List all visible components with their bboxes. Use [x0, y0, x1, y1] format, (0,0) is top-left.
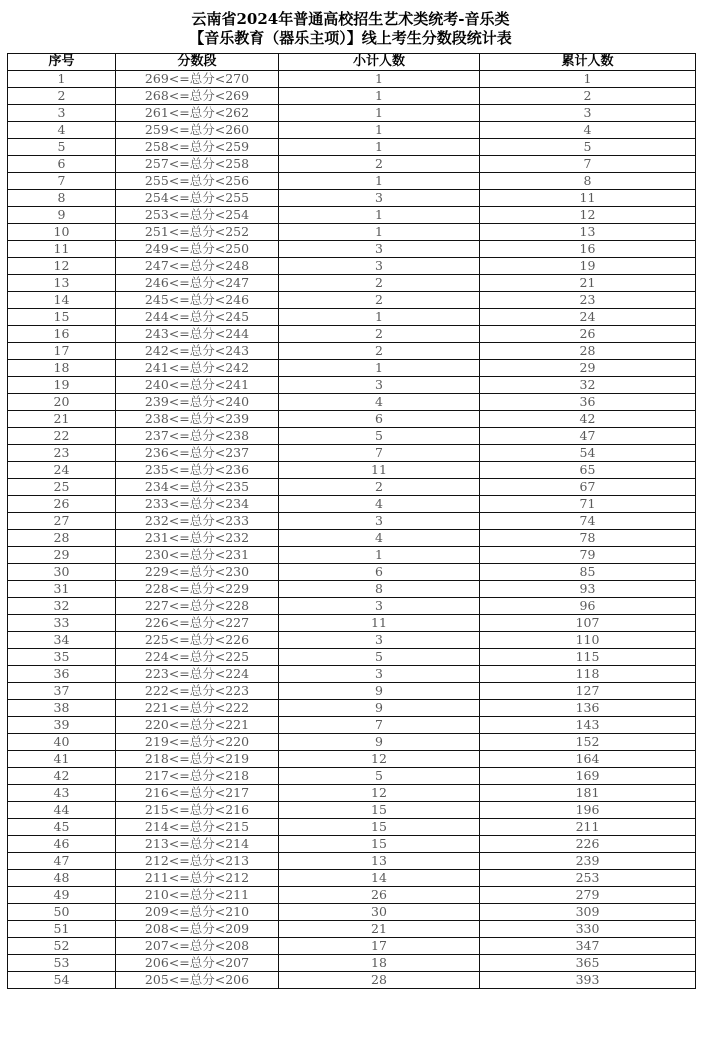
- cell-subtotal-count: 1: [279, 360, 480, 377]
- header-cumulative-count: 累计人数: [480, 54, 696, 71]
- cell-cumulative-count: 21: [480, 275, 696, 292]
- cell-subtotal-count: 12: [279, 751, 480, 768]
- cell-serial-number: 31: [8, 581, 116, 598]
- cell-score-range: 268<=总分<269: [116, 88, 279, 105]
- cell-cumulative-count: 11: [480, 190, 696, 207]
- table-row: [8, 71, 696, 88]
- cell-serial-number: 51: [8, 921, 116, 938]
- cell-score-range: 241<=总分<242: [116, 360, 279, 377]
- cell-serial-number: 27: [8, 513, 116, 530]
- cell-cumulative-count: 5: [480, 139, 696, 156]
- cell-cumulative-count: 253: [480, 870, 696, 887]
- cell-score-range: 269<=总分<270: [116, 71, 279, 88]
- cell-cumulative-count: 239: [480, 853, 696, 870]
- cell-score-range: 225<=总分<226: [116, 632, 279, 649]
- cell-cumulative-count: 36: [480, 394, 696, 411]
- cell-serial-number: 11: [8, 241, 116, 258]
- cell-serial-number: 13: [8, 275, 116, 292]
- cell-subtotal-count: 30: [279, 904, 480, 921]
- cell-subtotal-count: 1: [279, 122, 480, 139]
- cell-cumulative-count: 8: [480, 173, 696, 190]
- table-row: [8, 105, 696, 122]
- cell-score-range: 255<=总分<256: [116, 173, 279, 190]
- cell-subtotal-count: 17: [279, 938, 480, 955]
- cell-serial-number: 40: [8, 734, 116, 751]
- table-row: [8, 377, 696, 394]
- cell-subtotal-count: 28: [279, 972, 480, 989]
- cell-score-range: 213<=总分<214: [116, 836, 279, 853]
- table-row: [8, 717, 696, 734]
- cell-serial-number: 29: [8, 547, 116, 564]
- table-row: [8, 598, 696, 615]
- cell-subtotal-count: 1: [279, 71, 480, 88]
- cell-score-range: 220<=总分<221: [116, 717, 279, 734]
- cell-cumulative-count: 107: [480, 615, 696, 632]
- cell-score-range: 257<=总分<258: [116, 156, 279, 173]
- table-row: [8, 547, 696, 564]
- cell-subtotal-count: 6: [279, 564, 480, 581]
- cell-score-range: 261<=总分<262: [116, 105, 279, 122]
- cell-subtotal-count: 7: [279, 717, 480, 734]
- table-row: [8, 785, 696, 802]
- cell-serial-number: 12: [8, 258, 116, 275]
- table-row: [8, 836, 696, 853]
- table-body: [8, 71, 696, 989]
- cell-score-range: 231<=总分<232: [116, 530, 279, 547]
- table-row: [8, 513, 696, 530]
- cell-serial-number: 15: [8, 309, 116, 326]
- table-row: [8, 955, 696, 972]
- cell-serial-number: 53: [8, 955, 116, 972]
- cell-cumulative-count: 3: [480, 105, 696, 122]
- cell-serial-number: 14: [8, 292, 116, 309]
- table-row: [8, 241, 696, 258]
- cell-subtotal-count: 18: [279, 955, 480, 972]
- cell-score-range: 232<=总分<233: [116, 513, 279, 530]
- cell-subtotal-count: 3: [279, 598, 480, 615]
- table-row: [8, 904, 696, 921]
- cell-score-range: 212<=总分<213: [116, 853, 279, 870]
- cell-serial-number: 44: [8, 802, 116, 819]
- table-row: [8, 258, 696, 275]
- cell-cumulative-count: 93: [480, 581, 696, 598]
- table-row: [8, 972, 696, 989]
- cell-subtotal-count: 2: [279, 479, 480, 496]
- cell-subtotal-count: 3: [279, 258, 480, 275]
- cell-serial-number: 42: [8, 768, 116, 785]
- cell-serial-number: 41: [8, 751, 116, 768]
- cell-score-range: 251<=总分<252: [116, 224, 279, 241]
- cell-subtotal-count: 1: [279, 139, 480, 156]
- cell-cumulative-count: 71: [480, 496, 696, 513]
- cell-score-range: 238<=总分<239: [116, 411, 279, 428]
- cell-subtotal-count: 4: [279, 530, 480, 547]
- table-row: [8, 768, 696, 785]
- cell-subtotal-count: 15: [279, 819, 480, 836]
- cell-subtotal-count: 8: [279, 581, 480, 598]
- cell-cumulative-count: 13: [480, 224, 696, 241]
- cell-subtotal-count: 4: [279, 496, 480, 513]
- cell-subtotal-count: 6: [279, 411, 480, 428]
- header-subtotal-count: 小计人数: [279, 54, 480, 71]
- cell-serial-number: 4: [8, 122, 116, 139]
- cell-subtotal-count: 5: [279, 649, 480, 666]
- cell-cumulative-count: 2: [480, 88, 696, 105]
- table-row: [8, 921, 696, 938]
- cell-subtotal-count: 11: [279, 462, 480, 479]
- cell-subtotal-count: 2: [279, 275, 480, 292]
- cell-subtotal-count: 1: [279, 547, 480, 564]
- table-row: [8, 632, 696, 649]
- cell-cumulative-count: 110: [480, 632, 696, 649]
- cell-score-range: 229<=总分<230: [116, 564, 279, 581]
- cell-score-range: 216<=总分<217: [116, 785, 279, 802]
- cell-score-range: 210<=总分<211: [116, 887, 279, 904]
- cell-subtotal-count: 3: [279, 377, 480, 394]
- cell-subtotal-count: 12: [279, 785, 480, 802]
- cell-serial-number: 2: [8, 88, 116, 105]
- cell-subtotal-count: 2: [279, 326, 480, 343]
- cell-cumulative-count: 79: [480, 547, 696, 564]
- cell-cumulative-count: 42: [480, 411, 696, 428]
- table-row: [8, 156, 696, 173]
- cell-score-range: 245<=总分<246: [116, 292, 279, 309]
- cell-subtotal-count: 13: [279, 853, 480, 870]
- cell-subtotal-count: 4: [279, 394, 480, 411]
- score-distribution-table: [7, 53, 696, 989]
- cell-serial-number: 8: [8, 190, 116, 207]
- cell-score-range: 214<=总分<215: [116, 819, 279, 836]
- cell-score-range: 240<=总分<241: [116, 377, 279, 394]
- cell-cumulative-count: 67: [480, 479, 696, 496]
- cell-serial-number: 22: [8, 428, 116, 445]
- table-row: [8, 394, 696, 411]
- cell-score-range: 244<=总分<245: [116, 309, 279, 326]
- cell-cumulative-count: 32: [480, 377, 696, 394]
- cell-cumulative-count: 65: [480, 462, 696, 479]
- table-row: [8, 700, 696, 717]
- table-row: [8, 938, 696, 955]
- cell-score-range: 224<=总分<225: [116, 649, 279, 666]
- title-line-1: 云南省2024年普通高校招生艺术类统考-音乐类: [191, 10, 510, 28]
- cell-score-range: 259<=总分<260: [116, 122, 279, 139]
- cell-cumulative-count: 196: [480, 802, 696, 819]
- cell-subtotal-count: 11: [279, 615, 480, 632]
- cell-serial-number: 24: [8, 462, 116, 479]
- cell-serial-number: 50: [8, 904, 116, 921]
- cell-serial-number: 32: [8, 598, 116, 615]
- cell-cumulative-count: 330: [480, 921, 696, 938]
- cell-subtotal-count: 3: [279, 241, 480, 258]
- cell-score-range: 209<=总分<210: [116, 904, 279, 921]
- cell-cumulative-count: 169: [480, 768, 696, 785]
- cell-score-range: 221<=总分<222: [116, 700, 279, 717]
- cell-cumulative-count: 7: [480, 156, 696, 173]
- cell-serial-number: 47: [8, 853, 116, 870]
- cell-score-range: 211<=总分<212: [116, 870, 279, 887]
- cell-subtotal-count: 1: [279, 207, 480, 224]
- cell-subtotal-count: 2: [279, 343, 480, 360]
- cell-subtotal-count: 1: [279, 224, 480, 241]
- table-row: [8, 683, 696, 700]
- cell-score-range: 230<=总分<231: [116, 547, 279, 564]
- cell-serial-number: 18: [8, 360, 116, 377]
- cell-score-range: 243<=总分<244: [116, 326, 279, 343]
- cell-serial-number: 34: [8, 632, 116, 649]
- cell-subtotal-count: 3: [279, 666, 480, 683]
- cell-score-range: 217<=总分<218: [116, 768, 279, 785]
- cell-subtotal-count: 21: [279, 921, 480, 938]
- table-row: [8, 428, 696, 445]
- table-row: [8, 802, 696, 819]
- cell-cumulative-count: 136: [480, 700, 696, 717]
- cell-score-range: 215<=总分<216: [116, 802, 279, 819]
- table-row: [8, 479, 696, 496]
- cell-score-range: 237<=总分<238: [116, 428, 279, 445]
- cell-subtotal-count: 1: [279, 105, 480, 122]
- table-row: [8, 122, 696, 139]
- cell-subtotal-count: 3: [279, 513, 480, 530]
- cell-serial-number: 49: [8, 887, 116, 904]
- cell-serial-number: 21: [8, 411, 116, 428]
- cell-serial-number: 48: [8, 870, 116, 887]
- cell-score-range: 254<=总分<255: [116, 190, 279, 207]
- cell-subtotal-count: 14: [279, 870, 480, 887]
- cell-score-range: 242<=总分<243: [116, 343, 279, 360]
- table-row: [8, 530, 696, 547]
- cell-score-range: 233<=总分<234: [116, 496, 279, 513]
- cell-score-range: 223<=总分<224: [116, 666, 279, 683]
- cell-subtotal-count: 15: [279, 802, 480, 819]
- table-row: [8, 139, 696, 156]
- table-row: [8, 819, 696, 836]
- cell-cumulative-count: 47: [480, 428, 696, 445]
- cell-subtotal-count: 3: [279, 632, 480, 649]
- cell-score-range: 239<=总分<240: [116, 394, 279, 411]
- cell-serial-number: 37: [8, 683, 116, 700]
- table-row: [8, 292, 696, 309]
- cell-cumulative-count: 118: [480, 666, 696, 683]
- title-line-2: 【音乐教育（器乐主项）】线上考生分数段统计表: [189, 29, 512, 47]
- cell-cumulative-count: 164: [480, 751, 696, 768]
- cell-subtotal-count: 5: [279, 768, 480, 785]
- cell-serial-number: 30: [8, 564, 116, 581]
- cell-cumulative-count: 29: [480, 360, 696, 377]
- cell-cumulative-count: 24: [480, 309, 696, 326]
- cell-cumulative-count: 279: [480, 887, 696, 904]
- cell-serial-number: 6: [8, 156, 116, 173]
- cell-cumulative-count: 16: [480, 241, 696, 258]
- cell-score-range: 235<=总分<236: [116, 462, 279, 479]
- cell-subtotal-count: 1: [279, 88, 480, 105]
- cell-score-range: 227<=总分<228: [116, 598, 279, 615]
- table-row: [8, 887, 696, 904]
- table-row: [8, 360, 696, 377]
- cell-cumulative-count: 74: [480, 513, 696, 530]
- table-row: [8, 326, 696, 343]
- cell-subtotal-count: 9: [279, 700, 480, 717]
- cell-score-range: 218<=总分<219: [116, 751, 279, 768]
- table-row: [8, 275, 696, 292]
- cell-serial-number: 43: [8, 785, 116, 802]
- cell-cumulative-count: 211: [480, 819, 696, 836]
- table-row: [8, 343, 696, 360]
- cell-subtotal-count: 5: [279, 428, 480, 445]
- cell-serial-number: 45: [8, 819, 116, 836]
- document-title: [0, 10, 701, 48]
- cell-subtotal-count: 1: [279, 309, 480, 326]
- cell-cumulative-count: 127: [480, 683, 696, 700]
- header-score-range: 分数段: [116, 54, 279, 71]
- table-row: [8, 173, 696, 190]
- table-row: [8, 751, 696, 768]
- cell-cumulative-count: 181: [480, 785, 696, 802]
- cell-serial-number: 28: [8, 530, 116, 547]
- cell-serial-number: 35: [8, 649, 116, 666]
- cell-serial-number: 52: [8, 938, 116, 955]
- table-row: [8, 853, 696, 870]
- cell-cumulative-count: 85: [480, 564, 696, 581]
- table-header-row: [8, 54, 696, 71]
- cell-score-range: 258<=总分<259: [116, 139, 279, 156]
- table-row: [8, 445, 696, 462]
- cell-score-range: 253<=总分<254: [116, 207, 279, 224]
- table-row: [8, 309, 696, 326]
- cell-serial-number: 19: [8, 377, 116, 394]
- cell-score-range: 249<=总分<250: [116, 241, 279, 258]
- table-row: [8, 190, 696, 207]
- cell-subtotal-count: 26: [279, 887, 480, 904]
- cell-serial-number: 33: [8, 615, 116, 632]
- table-row: [8, 224, 696, 241]
- cell-subtotal-count: 2: [279, 292, 480, 309]
- table-row: [8, 666, 696, 683]
- cell-score-range: 207<=总分<208: [116, 938, 279, 955]
- cell-serial-number: 17: [8, 343, 116, 360]
- cell-score-range: 236<=总分<237: [116, 445, 279, 462]
- cell-serial-number: 7: [8, 173, 116, 190]
- table-row: [8, 734, 696, 751]
- cell-cumulative-count: 54: [480, 445, 696, 462]
- cell-serial-number: 16: [8, 326, 116, 343]
- cell-score-range: 234<=总分<235: [116, 479, 279, 496]
- cell-score-range: 208<=总分<209: [116, 921, 279, 938]
- cell-cumulative-count: 26: [480, 326, 696, 343]
- cell-score-range: 228<=总分<229: [116, 581, 279, 598]
- cell-score-range: 206<=总分<207: [116, 955, 279, 972]
- cell-score-range: 246<=总分<247: [116, 275, 279, 292]
- table-row: [8, 615, 696, 632]
- cell-serial-number: 5: [8, 139, 116, 156]
- cell-cumulative-count: 23: [480, 292, 696, 309]
- cell-serial-number: 38: [8, 700, 116, 717]
- cell-serial-number: 1: [8, 71, 116, 88]
- cell-serial-number: 3: [8, 105, 116, 122]
- table-row: [8, 496, 696, 513]
- cell-cumulative-count: 19: [480, 258, 696, 275]
- cell-cumulative-count: 309: [480, 904, 696, 921]
- cell-cumulative-count: 1: [480, 71, 696, 88]
- cell-score-range: 205<=总分<206: [116, 972, 279, 989]
- header-serial-number: 序号: [8, 54, 116, 71]
- table-row: [8, 564, 696, 581]
- cell-score-range: 219<=总分<220: [116, 734, 279, 751]
- table-row: [8, 411, 696, 428]
- cell-cumulative-count: 28: [480, 343, 696, 360]
- cell-cumulative-count: 115: [480, 649, 696, 666]
- cell-cumulative-count: 4: [480, 122, 696, 139]
- cell-serial-number: 25: [8, 479, 116, 496]
- cell-cumulative-count: 226: [480, 836, 696, 853]
- cell-serial-number: 36: [8, 666, 116, 683]
- table-row: [8, 88, 696, 105]
- cell-serial-number: 20: [8, 394, 116, 411]
- cell-subtotal-count: 7: [279, 445, 480, 462]
- cell-serial-number: 54: [8, 972, 116, 989]
- cell-serial-number: 9: [8, 207, 116, 224]
- cell-score-range: 222<=总分<223: [116, 683, 279, 700]
- table-row: [8, 462, 696, 479]
- cell-cumulative-count: 78: [480, 530, 696, 547]
- cell-cumulative-count: 347: [480, 938, 696, 955]
- cell-cumulative-count: 152: [480, 734, 696, 751]
- cell-serial-number: 23: [8, 445, 116, 462]
- cell-score-range: 247<=总分<248: [116, 258, 279, 275]
- cell-subtotal-count: 9: [279, 683, 480, 700]
- table-row: [8, 207, 696, 224]
- cell-subtotal-count: 1: [279, 173, 480, 190]
- cell-subtotal-count: 3: [279, 190, 480, 207]
- cell-serial-number: 10: [8, 224, 116, 241]
- cell-serial-number: 26: [8, 496, 116, 513]
- cell-subtotal-count: 15: [279, 836, 480, 853]
- cell-cumulative-count: 393: [480, 972, 696, 989]
- cell-serial-number: 39: [8, 717, 116, 734]
- cell-subtotal-count: 9: [279, 734, 480, 751]
- table-row: [8, 581, 696, 598]
- cell-cumulative-count: 96: [480, 598, 696, 615]
- cell-cumulative-count: 12: [480, 207, 696, 224]
- cell-cumulative-count: 365: [480, 955, 696, 972]
- table-row: [8, 649, 696, 666]
- cell-serial-number: 46: [8, 836, 116, 853]
- cell-cumulative-count: 143: [480, 717, 696, 734]
- cell-subtotal-count: 2: [279, 156, 480, 173]
- cell-score-range: 226<=总分<227: [116, 615, 279, 632]
- table-row: [8, 870, 696, 887]
